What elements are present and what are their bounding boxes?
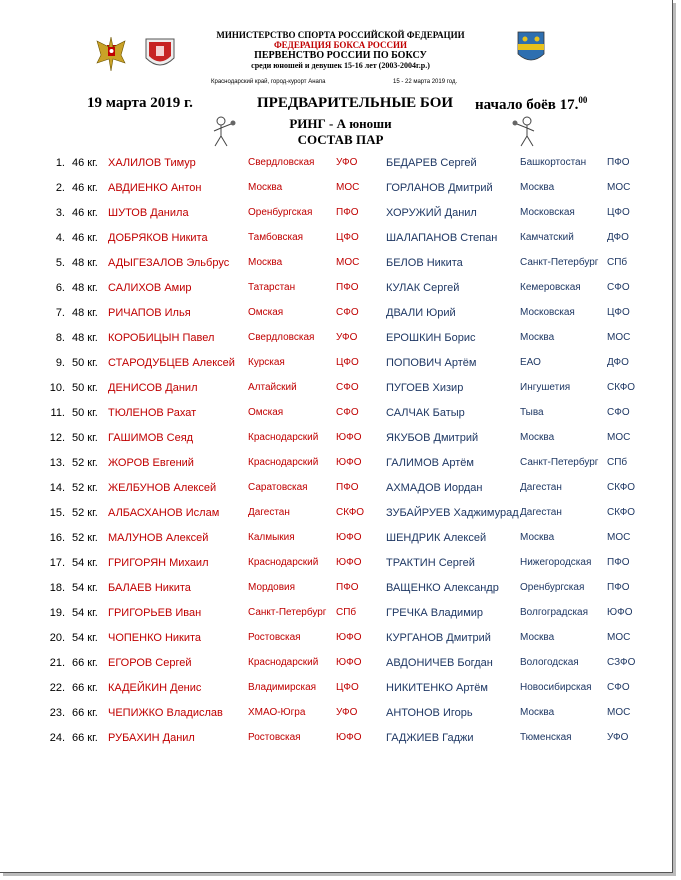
red-corner-region: Ростовская [248,632,301,643]
red-corner-name: ГРИГОРЬЕВ Иван [108,607,202,619]
red-corner-district: УФО [336,707,358,718]
blue-corner-name: САЛЧАК Батыр [386,407,465,419]
blue-corner-name: ЯКУБОВ Дмитрий [386,432,479,444]
blue-corner-name: ПОПОВИЧ Артём [386,357,477,369]
blue-corner-district: УФО [607,732,629,743]
bout-number: 4. [55,232,65,244]
weight-class: 48 кг. [72,282,98,294]
weight-class: 48 кг. [72,332,98,344]
blue-corner-name: АХМАДОВ Иордан [386,482,483,494]
pairs-label: СОСТАВ ПАР [297,132,384,147]
blue-corner-region: Санкт-Петербург [520,257,599,268]
blue-corner-region: Камчатский [520,232,574,243]
bout-row [0,282,681,298]
weight-class: 46 кг. [72,157,98,169]
bout-number: 23. [49,707,65,719]
red-corner-district: ПФО [336,282,359,293]
blue-corner-name: ПУГОЕВ Хизир [386,382,464,394]
red-corner-district: ЮФО [336,732,362,743]
weight-class: 54 кг. [72,607,98,619]
bout-row [0,382,681,398]
bout-row [0,482,681,498]
event-dates-text: 15 - 22 марта 2019 год. [393,79,458,85]
blue-corner-name: БЕЛОВ Никита [386,257,463,269]
red-corner-region: Оренбургская [248,207,313,218]
red-corner-name: ГАШИМОВ Сеяд [108,432,194,444]
blue-corner-region: Вологодская [520,657,579,668]
red-corner-region: Саратовская [248,482,308,493]
red-corner-region: Москва [248,257,283,268]
weight-class: 52 кг. [72,507,98,519]
red-corner-region: Калмыкия [248,532,295,543]
bout-number: 5. [55,257,65,269]
red-corner-name: ХАЛИЛОВ Тимур [108,157,196,169]
weight-class: 52 кг. [72,457,98,469]
blue-corner-district: МОС [607,632,631,643]
bout-number: 12. [49,432,65,444]
blue-corner-district: СПб [607,257,628,268]
bout-row [0,732,681,748]
blue-corner-name: ВАЩЕНКО Александр [386,582,499,594]
blue-corner-region: Новосибирская [520,682,592,693]
bout-row [0,332,681,348]
category-heading: среди юношей и девушек 15-16 лет (2003-2004г.р.) [251,61,430,70]
blue-corner-district: СПб [607,457,628,468]
red-corner-region: Краснодарский [248,457,319,468]
blue-corner-name: ХОРУЖИЙ Данил [386,207,477,219]
bout-row [0,207,681,223]
red-corner-region: Ростовская [248,732,301,743]
bout-row [0,657,681,673]
bout-number: 24. [49,732,65,744]
blue-corner-name: ГАДЖИЕВ Гаджи [386,732,474,744]
red-corner-name: АВДИЕНКО Антон [108,182,202,194]
blue-corner-region: Кемеровская [520,282,581,293]
red-corner-name: ЖЕЛБУНОВ Алексей [108,482,217,494]
blue-corner-district: СФО [607,282,630,293]
blue-corner-district: СКФО [607,507,636,518]
red-corner-district: МОС [336,257,360,268]
bout-number: 2. [55,182,65,194]
blue-corner-district: ДФО [607,357,629,368]
bout-row [0,407,681,423]
weight-class: 52 кг. [72,532,98,544]
red-corner-region: Санкт-Петербург [248,607,327,618]
red-corner-region: Свердловская [248,157,315,168]
blue-corner-name: АНТОНОВ Игорь [386,707,473,719]
red-corner-district: СФО [336,307,359,318]
blue-corner-region: Москва [520,432,555,443]
red-corner-district: ЦФО [336,232,359,243]
red-corner-district: ЮФО [336,557,362,568]
blue-corner-name: ГОРЛАНОВ Дмитрий [386,182,493,194]
bout-row [0,257,681,273]
blue-corner-name: ЗУБАЙРУЕВ Хаджимурад [386,507,519,519]
bout-row [0,307,681,323]
red-corner-name: КАДЕЙКИН Денис [108,682,202,694]
weight-class: 54 кг. [72,557,98,569]
weight-class: 50 кг. [72,382,98,394]
red-corner-name: АЛБАСХАНОВ Ислам [108,507,220,519]
bout-number: 8. [55,332,65,344]
blue-corner-district: СЗФО [607,657,636,668]
bout-row [0,357,681,373]
weight-class: 66 кг. [72,682,98,694]
weight-class: 66 кг. [72,707,98,719]
weight-class: 66 кг. [72,732,98,744]
blue-corner-name: ГРЕЧКА Владимир [386,607,484,619]
bout-number: 13. [49,457,65,469]
bout-row [0,157,681,173]
bout-number: 9. [55,357,65,369]
weight-class: 50 кг. [72,357,98,369]
start-time [475,95,587,114]
red-corner-name: ГРИГОРЯН Михаил [108,557,209,569]
blue-corner-district: МОС [607,332,631,343]
start-time-minutes: 00 [578,95,588,105]
blue-corner-district: СФО [607,682,630,693]
bout-row [0,607,681,623]
blue-corner-district: МОС [607,182,631,193]
red-corner-region: Омская [248,307,284,318]
red-corner-district: СПб [336,607,357,618]
bout-number: 19. [49,607,65,619]
bout-number: 16. [49,532,65,544]
red-corner-district: ЮФО [336,432,362,443]
red-corner-region: Алтайский [248,382,297,393]
blue-corner-district: ПФО [607,557,630,568]
blue-corner-region: Башкортостан [520,157,587,168]
bout-row [0,632,681,648]
bout-number: 18. [49,582,65,594]
bout-row [0,582,681,598]
red-corner-district: ЮФО [336,532,362,543]
blue-corner-district: МОС [607,532,631,543]
bout-number: 10. [49,382,65,394]
blue-corner-region: Волгоградская [520,607,589,618]
blue-corner-name: АВДОНИЧЕВ Богдан [386,657,493,669]
red-corner-name: ЧОПЕНКО Никита [108,632,202,644]
red-corner-region: Дагестан [248,507,290,518]
blue-corner-region: Московская [520,207,575,218]
red-corner-name: КОРОБИЦЫН Павел [108,332,215,344]
bout-row [0,182,681,198]
bout-row [0,457,681,473]
blue-corner-region: Ингушетия [520,382,571,393]
bout-number: 17. [49,557,65,569]
bout-row [0,232,681,248]
blue-corner-region: Оренбургская [520,582,585,593]
bout-row [0,507,681,523]
blue-corner-region: Тыва [520,407,544,418]
red-corner-name: МАЛУНОВ Алексей [108,532,209,544]
bout-number: 20. [49,632,65,644]
red-corner-region: Владимирская [248,682,317,693]
bout-number: 3. [55,207,65,219]
bout-row [0,532,681,548]
red-corner-name: АДЫГЕЗАЛОВ Эльбрус [108,257,230,269]
bout-row [0,682,681,698]
red-corner-name: ДОБРЯКОВ Никита [108,232,208,244]
red-corner-name: БАЛАЕВ Никита [108,582,191,594]
blue-corner-name: ГАЛИМОВ Артём [386,457,474,469]
red-corner-region: Тамбовская [248,232,304,243]
red-corner-region: Краснодарский [248,557,319,568]
blue-corner-name: ШЕНДРИК Алексей [386,532,487,544]
bout-row [0,557,681,573]
red-corner-name: РИЧАПОВ Илья [108,307,191,319]
blue-corner-region: Дагестан [520,482,562,493]
bout-number: 7. [55,307,65,319]
red-corner-district: ЮФО [336,632,362,643]
blue-corner-region: Тюменская [520,732,572,743]
red-corner-district: ПФО [336,582,359,593]
weight-class: 46 кг. [72,207,98,219]
blue-corner-name: ЕРОШКИН Борис [386,332,476,344]
red-corner-district: УФО [336,157,358,168]
red-corner-district: ПФО [336,207,359,218]
red-corner-district: СФО [336,382,359,393]
start-time-label: начало боёв 17. [475,97,579,113]
red-corner-name: ЧЕПИЖКО Владислав [108,707,223,719]
red-corner-name: ТЮЛЕНОВ Рахат [108,407,197,419]
blue-corner-district: СКФО [607,482,636,493]
bout-number: 11. [50,407,65,419]
weight-class: 66 кг. [72,657,98,669]
red-corner-district: ЮФО [336,457,362,468]
red-corner-name: ШУТОВ Данила [108,207,189,219]
bout-number: 15. [49,507,65,519]
red-corner-region: Татарстан [248,282,296,293]
red-corner-name: САЛИХОВ Амир [108,282,192,294]
red-corner-region: Омская [248,407,284,418]
weight-class: 54 кг. [72,582,98,594]
red-corner-name: РУБАХИН Данил [108,732,195,744]
bout-number: 22. [49,682,65,694]
blue-corner-district: ПФО [607,157,630,168]
weight-class: 52 кг. [72,482,98,494]
bout-date: 19 марта 2019 г. [87,95,193,111]
blue-corner-name: ШАЛАПАНОВ Степан [386,232,498,244]
championship-heading: ПЕРВЕНСТВО РОССИИ ПО БОКСУ [254,50,427,61]
red-corner-name: СТАРОДУБЦЕВ Алексей [108,357,235,369]
bout-number: 21. [49,657,65,669]
red-corner-name: ЕГОРОВ Сергей [108,657,192,669]
blue-corner-region: ЕАО [520,357,541,368]
weight-class: 54 кг. [72,632,98,644]
bout-row [0,707,681,723]
red-corner-name: ЖОРОВ Евгений [108,457,194,469]
weight-class: 46 кг. [72,232,98,244]
blue-corner-district: ПФО [607,582,630,593]
blue-corner-region: Нижегородская [520,557,592,568]
red-corner-district: УФО [336,332,358,343]
weight-class: 46 кг. [72,182,98,194]
red-corner-name: ДЕНИСОВ Данил [108,382,198,394]
blue-corner-region: Москва [520,532,555,543]
weight-class: 48 кг. [72,307,98,319]
blue-corner-region: Санкт-Петербург [520,457,599,468]
blue-corner-district: ЦФО [607,207,630,218]
weight-class: 50 кг. [72,407,98,419]
blue-corner-district: ЦФО [607,307,630,318]
red-corner-district: ЦФО [336,682,359,693]
blue-corner-district: МОС [607,707,631,718]
blue-corner-district: ЮФО [607,607,633,618]
ministry-heading: МИНИСТЕРСТВО СПОРТА РОССИЙСКОЙ ФЕДЕРАЦИИ [216,30,465,40]
blue-corner-region: Московская [520,307,575,318]
bout-number: 1. [55,157,65,169]
red-corner-district: МОС [336,182,360,193]
red-corner-region: Свердловская [248,332,315,343]
blue-corner-name: ТРАКТИН Сергей [386,557,475,569]
weight-class: 48 кг. [72,257,98,269]
blue-corner-name: КУЛАК Сергей [386,282,460,294]
red-corner-region: Москва [248,182,283,193]
blue-corner-district: ДФО [607,232,629,243]
blue-corner-name: ДВАЛИ Юрий [386,307,456,319]
blue-corner-region: Москва [520,632,555,643]
location-text: Краснодарский край, город-курорт Анапа [211,79,326,85]
red-corner-district: ПФО [336,482,359,493]
blue-corner-region: Дагестан [520,507,562,518]
bout-number: 14. [49,482,65,494]
red-corner-district: СФО [336,407,359,418]
bout-row [0,432,681,448]
red-corner-region: ХМАО-Югра [248,707,306,718]
federation-heading: ФЕДЕРАЦИЯ БОКСА РОССИИ [273,40,408,50]
red-corner-region: Краснодарский [248,657,319,668]
blue-corner-region: Москва [520,182,555,193]
blue-corner-name: НИКИТЕНКО Артём [386,682,488,694]
red-corner-district: ЦФО [336,357,359,368]
red-corner-region: Курская [248,357,285,368]
weight-class: 50 кг. [72,432,98,444]
blue-corner-name: КУРГАНОВ Дмитрий [386,632,491,644]
blue-corner-district: СФО [607,407,630,418]
blue-corner-region: Москва [520,707,555,718]
ring-label: РИНГ - А юноши [289,116,392,131]
blue-corner-district: МОС [607,432,631,443]
stage-title: ПРЕДВАРИТЕЛЬНЫЕ БОИ [257,95,454,111]
blue-corner-name: БЕДАРЕВ Сергей [386,157,477,169]
red-corner-district: ЮФО [336,657,362,668]
red-corner-region: Мордовия [248,582,296,593]
red-corner-region: Краснодарский [248,432,319,443]
blue-corner-region: Москва [520,332,555,343]
bout-number: 6. [55,282,65,294]
blue-corner-district: СКФО [607,382,636,393]
red-corner-district: СКФО [336,507,365,518]
